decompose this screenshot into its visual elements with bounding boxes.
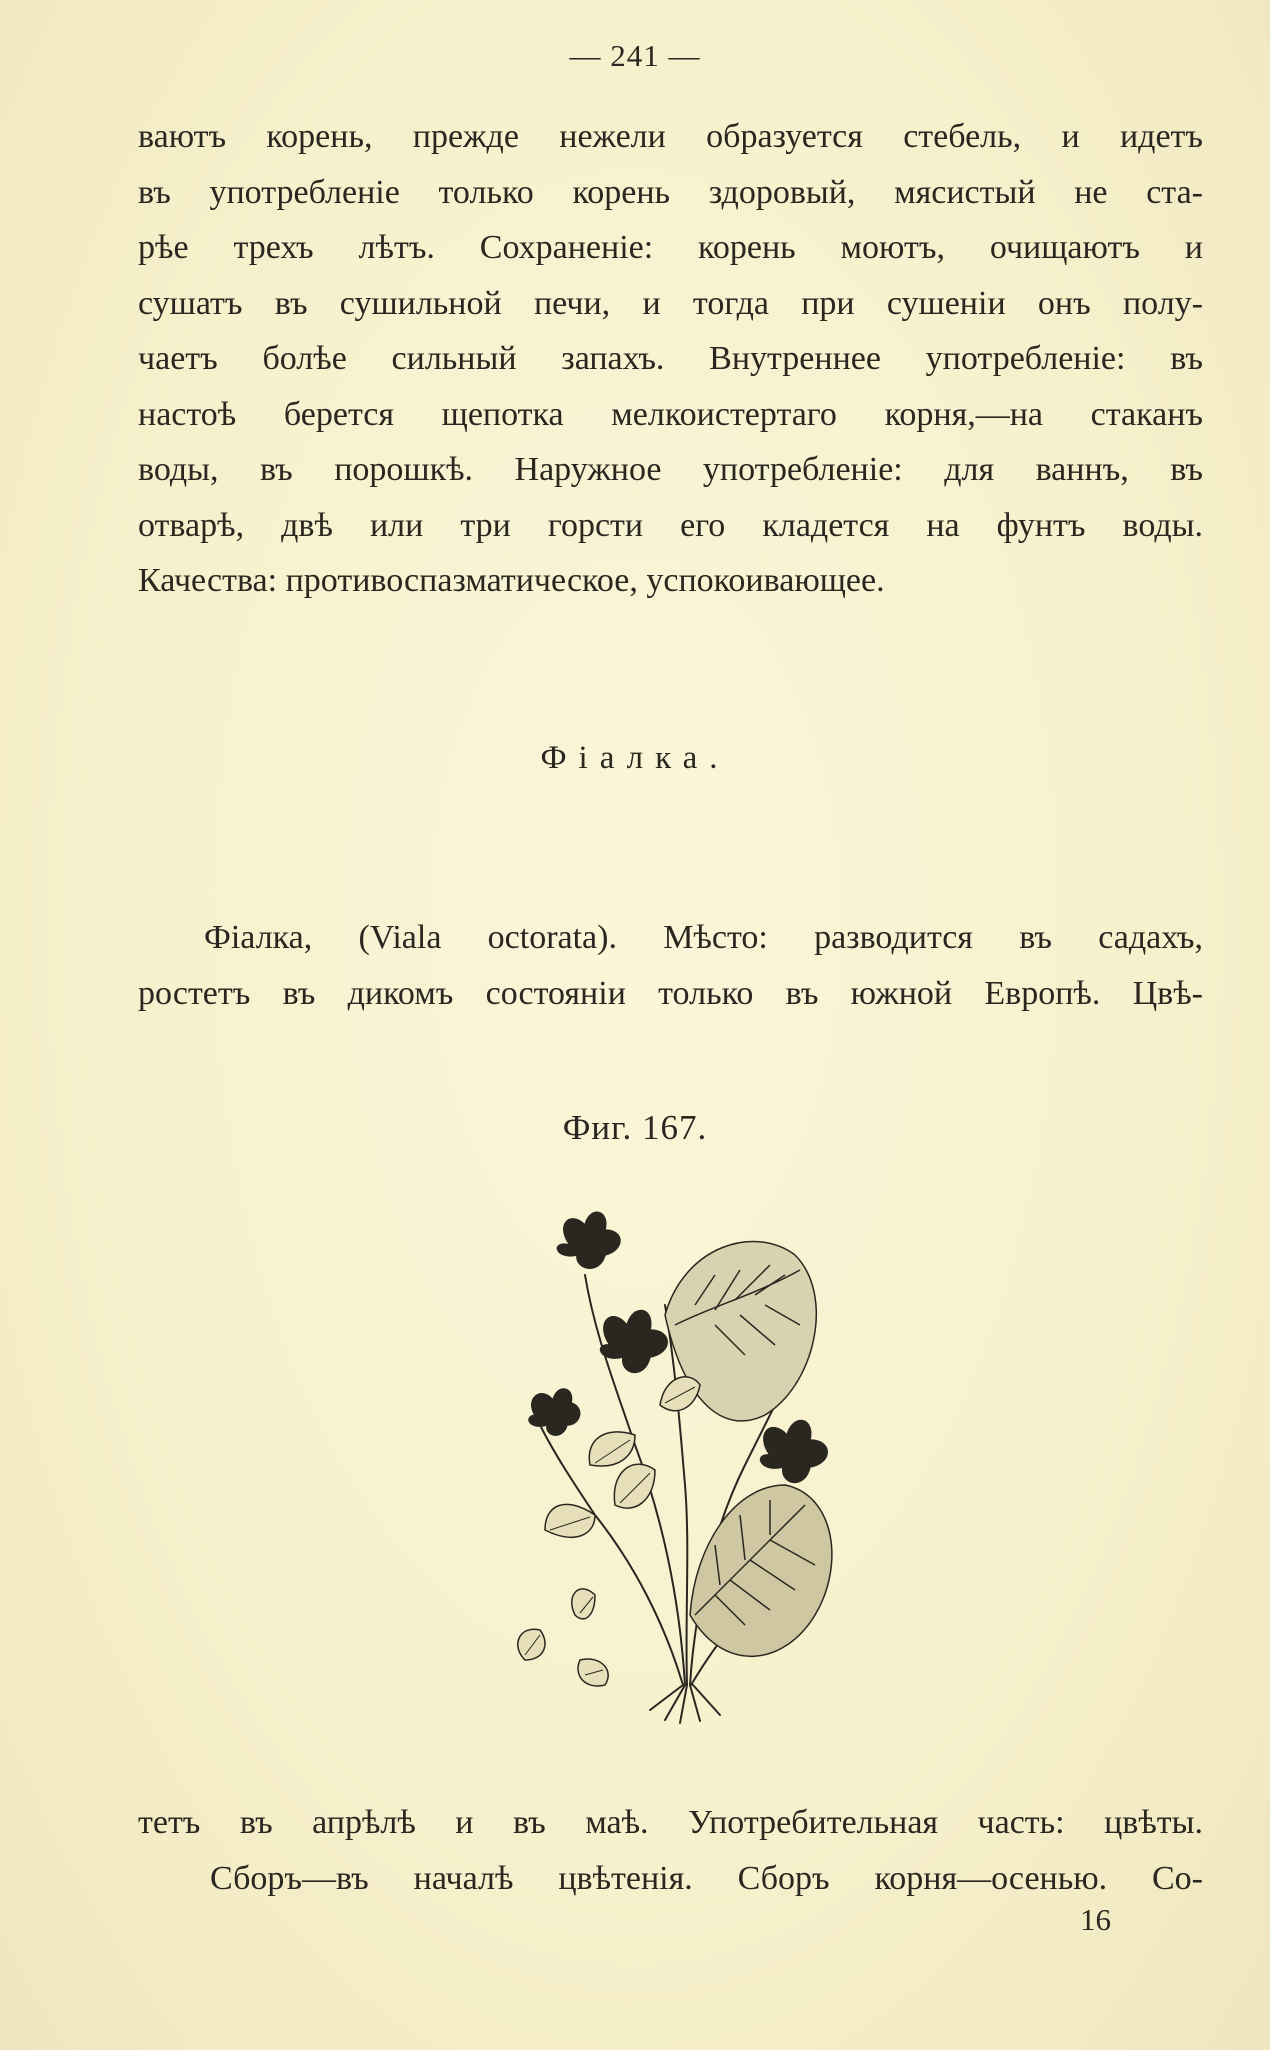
text-line: сушатъ въ сушильной печи, и тогда при сушеніи онъ полу-	[138, 284, 1203, 322]
text-line: воды, въ порошкѣ. Наружное употребленіе: для ваннъ, въ	[138, 451, 1203, 488]
text-line: настоѣ берется щепотка мелкоистертаго корня,—на стаканъ	[138, 395, 1203, 433]
section-title: Фіалка.	[540, 740, 730, 776]
text-line: Фіалка, (Viala octorata). Мѣсто: разводится въ садахъ,	[204, 919, 1203, 956]
text-line: отварѣ, двѣ или три горсти его кладется на фунтъ воды.	[138, 506, 1203, 544]
text-line: Качества: противоспазматическое, успокоивающее.	[138, 562, 885, 599]
paragraph-violet-intro	[138, 910, 1203, 1021]
text-line: чаетъ болѣе сильный запахъ. Внутреннее употребленіе: въ	[138, 340, 1203, 377]
paragraph-violet-continued	[138, 1795, 1203, 1906]
text-line: ваютъ корень, прежде нежели образуется стебель, и идетъ	[138, 118, 1203, 155]
violet-plant-icon	[515, 1185, 855, 1725]
paragraph-root-description	[138, 109, 1203, 609]
signature-mark: 16	[1080, 1902, 1111, 1937]
text-line: въ употребленіе только корень здоровый, мясистый не ста-	[138, 173, 1203, 211]
text-line: тетъ въ апрѣлѣ и въ маѣ. Употребительная часть: цвѣты.	[138, 1804, 1203, 1841]
figure-caption: Фиг. 167.	[562, 1108, 708, 1147]
text-line: рѣе трехъ лѣтъ. Сохраненіе: корень моютъ, очищаютъ и	[138, 229, 1203, 266]
text-line: ростетъ въ дикомъ состояніи только въ южной Европѣ. Цвѣ-	[138, 974, 1203, 1012]
text-line: Сборъ—въ началѣ цвѣтенія. Сборъ корня—осенью. Со-	[210, 1859, 1203, 1897]
page-number: — 241 —	[569, 38, 701, 73]
